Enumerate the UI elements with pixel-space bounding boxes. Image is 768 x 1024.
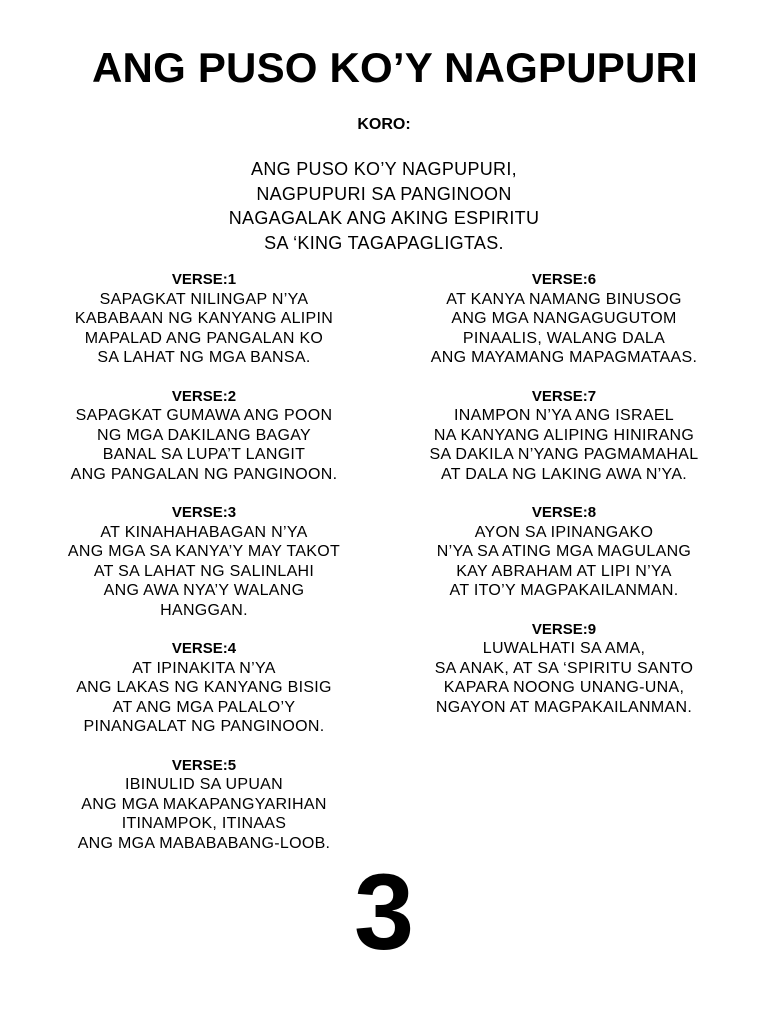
verse-block <box>404 270 724 368</box>
chorus-line: NAGPUPURI SA PANGINOON <box>256 183 512 204</box>
verse-line: KAY ABRAHAM AT LIPI N’YA <box>456 562 672 580</box>
verse-line: AT KINAHAHABAGAN N’YA <box>100 523 308 541</box>
chorus-line: NAGAGALAK ANG AKING ESPIRITU <box>228 208 540 228</box>
verse-label: VERSE:1 <box>171 271 237 288</box>
verse-block <box>404 620 724 718</box>
verse-label: VERSE:7 <box>531 387 597 405</box>
verse-line: LUWALHATI SA AMA, <box>482 640 646 657</box>
verse-line: AT SA LAHAT NG SALINLAHI <box>93 562 315 580</box>
verse-line: N’YA SA ATING MGA MAGULANG <box>436 543 692 560</box>
verse-block <box>44 503 364 620</box>
verse-block <box>404 387 724 485</box>
verses-right-column <box>404 270 724 736</box>
verse-label: VERSE:4 <box>171 640 237 657</box>
verse-block <box>44 639 364 737</box>
verse-block <box>404 503 724 601</box>
verse-line: ANG MGA NANGAGUGUTOM <box>451 310 677 327</box>
verse-line: IBINULID SA UPUAN <box>124 776 284 793</box>
chorus-label: KORO: <box>357 116 411 133</box>
verse-block <box>44 756 364 854</box>
verse-label: VERSE:6 <box>531 271 597 288</box>
verse-line: MAPALAD ANG PANGALAN KO <box>84 329 324 347</box>
verse-line: SA DAKILA N’YANG PAGMAMAHAL <box>429 446 699 463</box>
verse-line: AT DALA NG LAKING AWA N’YA. <box>440 465 688 483</box>
verse-line: SA LAHAT NG MGA BANSA. <box>97 349 311 366</box>
verse-line: AT IPINAKITA N’YA <box>132 659 276 677</box>
verse-line: NGAYON AT MAGPAKAILANMAN. <box>435 698 693 716</box>
verse-line: AT ITO’Y MAGPAKAILANMAN. <box>449 582 679 599</box>
verse-line: SAPAGKAT GUMAWA ANG POON <box>75 407 333 424</box>
verse-line: ITINAMPOK, ITINAAS <box>121 815 287 832</box>
verse-line: BANAL SA LUPA’T LANGIT <box>102 446 306 463</box>
verse-label: VERSE:3 <box>171 504 237 521</box>
verse-line: AT KANYA NAMANG BINUSOG <box>446 290 682 308</box>
verse-block <box>44 387 364 485</box>
verse-line: ANG LAKAS NG KANYANG BISIG <box>76 679 332 696</box>
verse-label: VERSE:9 <box>531 620 597 638</box>
verse-label: VERSE:2 <box>171 387 237 405</box>
verse-block <box>44 270 364 368</box>
verse-line: ANG MGA MABABABANG-LOOB. <box>77 834 331 852</box>
verse-line: ANG AWA NYA’Y WALANG <box>103 582 305 599</box>
verse-line: ANG MGA MAKAPANGYARIHAN <box>81 795 327 813</box>
verse-label: VERSE:8 <box>531 504 597 521</box>
verse-line: SAPAGKAT NILINGAP N’YA <box>99 290 309 308</box>
verse-line: KAPARA NOONG UNANG-UNA, <box>443 679 685 696</box>
verse-line: KABABAAN NG KANYANG ALIPIN <box>74 310 334 327</box>
page-number: 3 <box>353 851 415 972</box>
verse-line: NA KANYANG ALIPING HINIRANG <box>433 426 695 444</box>
verse-line: HANGGAN. <box>160 601 248 619</box>
song-title: ANG PUSO KO’Y NAGPUPURI <box>92 44 698 91</box>
verse-line: AT ANG MGA PALALO’Y <box>112 698 296 716</box>
verses-left-column <box>44 270 364 872</box>
verse-line: INAMPON N’YA ANG ISRAEL <box>454 407 674 424</box>
verse-line: AYON SA IPINANGAKO <box>474 523 654 541</box>
verse-line: ANG MAYAMANG MAPAGMATAAS. <box>430 349 698 366</box>
verse-line: ANG PANGALAN NG PANGINOON. <box>70 465 338 483</box>
chorus-block <box>0 157 768 255</box>
chorus-line: ANG PUSO KO’Y NAGPUPURI, <box>251 159 517 179</box>
verse-line: PINAALIS, WALANG DALA <box>462 329 666 347</box>
verse-line: SA ANAK, AT SA ‘SPIRITU SANTO <box>434 659 694 677</box>
verse-line: NG MGA DAKILANG BAGAY <box>96 426 312 444</box>
verse-line: ANG MGA SA KANYA’Y MAY TAKOT <box>67 543 341 560</box>
verse-label: VERSE:5 <box>171 756 237 774</box>
verse-line: PINANGALAT NG PANGINOON. <box>83 718 325 735</box>
chorus-line: SA ‘KING TAGAPAGLIGTAS. <box>264 232 504 253</box>
